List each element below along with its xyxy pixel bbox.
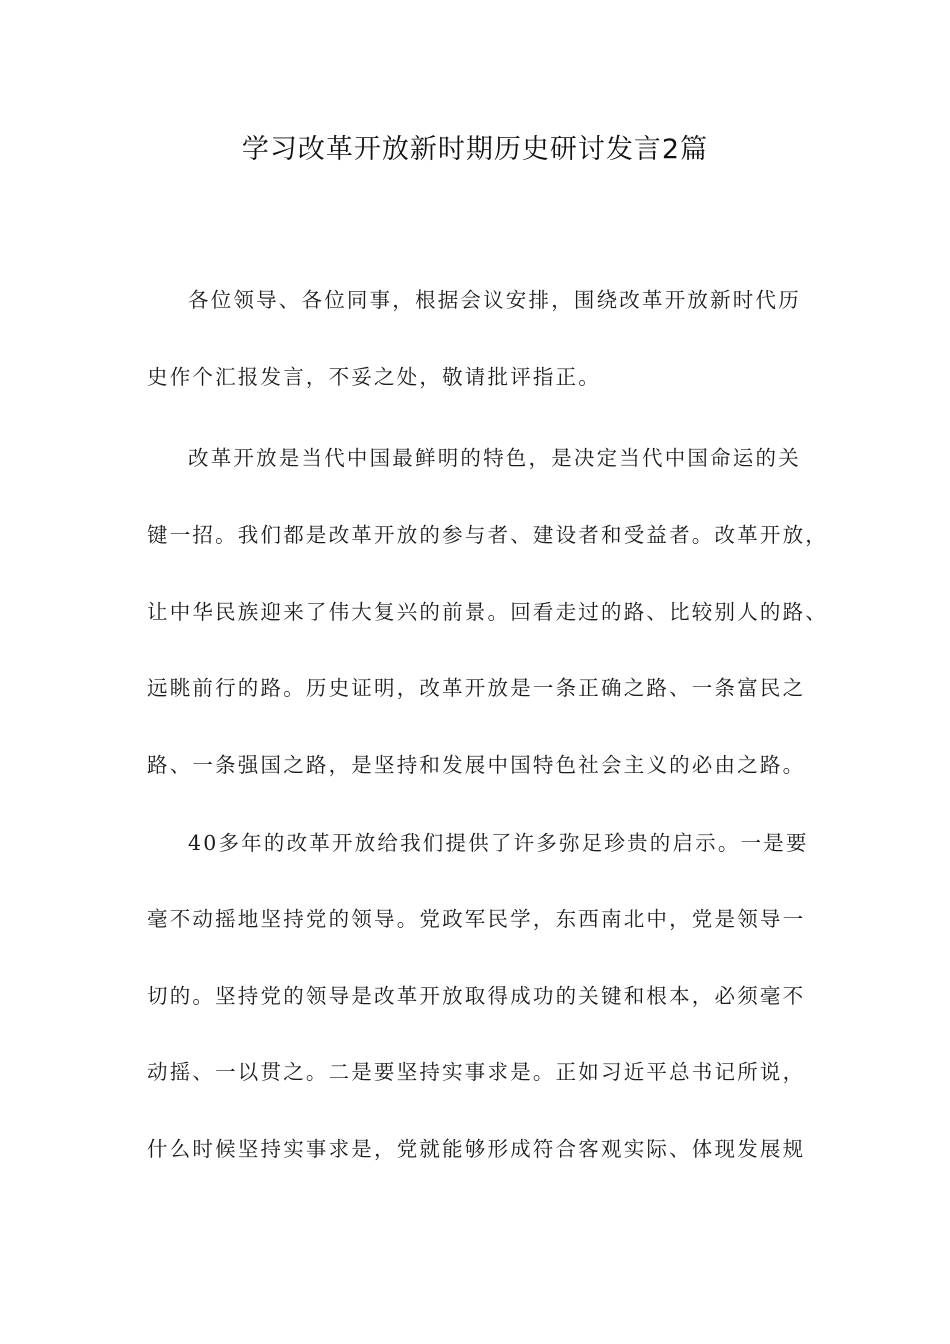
paragraph-3-line-5: 什么时候坚持实事求是，党就能够形成符合客观实际、体现发展规 <box>147 1137 806 1161</box>
paragraph-3-line-1: 40多年的改革开放给我们提供了许多弥足珍贵的启示。一是要 <box>188 831 809 855</box>
paragraph-2-line-3: 让中华民族迎来了伟大复兴的前景。回看走过的路、比较别人的路、 <box>147 600 828 624</box>
paragraph-2-line-1: 改革开放是当代中国最鲜明的特色，是决定当代中国命运的关 <box>188 446 801 470</box>
document-title: 学习改革开放新时期历史研讨发言2篇 <box>241 134 709 165</box>
paragraph-2-line-2: 键一招。我们都是改革开放的参与者、建设者和受益者。改革开放， <box>147 523 828 547</box>
paragraph-1-line-1: 各位领导、各位同事，根据会议安排，围绕改革开放新时代历 <box>188 288 801 312</box>
paragraph-2-line-4: 远眺前行的路。历史证明，改革开放是一条正确之路、一条富民之 <box>147 676 806 700</box>
paragraph-3-line-3: 切的。坚持党的领导是改革开放取得成功的关键和根本，必须毫不 <box>147 984 806 1008</box>
paragraph-1-line-2: 史作个汇报发言，不妥之处，敬请批评指正。 <box>147 365 601 389</box>
paragraph-2-line-5: 路、一条强国之路，是坚持和发展中国特色社会主义的必由之路。 <box>147 753 806 777</box>
paragraph-3-line-2: 毫不动摇地坚持党的领导。党政军民学，东西南北中，党是领导一 <box>147 907 806 931</box>
paragraph-3-line-4: 动摇、一以贯之。二是要坚持实事求是。正如习近平总书记所说， <box>147 1060 806 1084</box>
